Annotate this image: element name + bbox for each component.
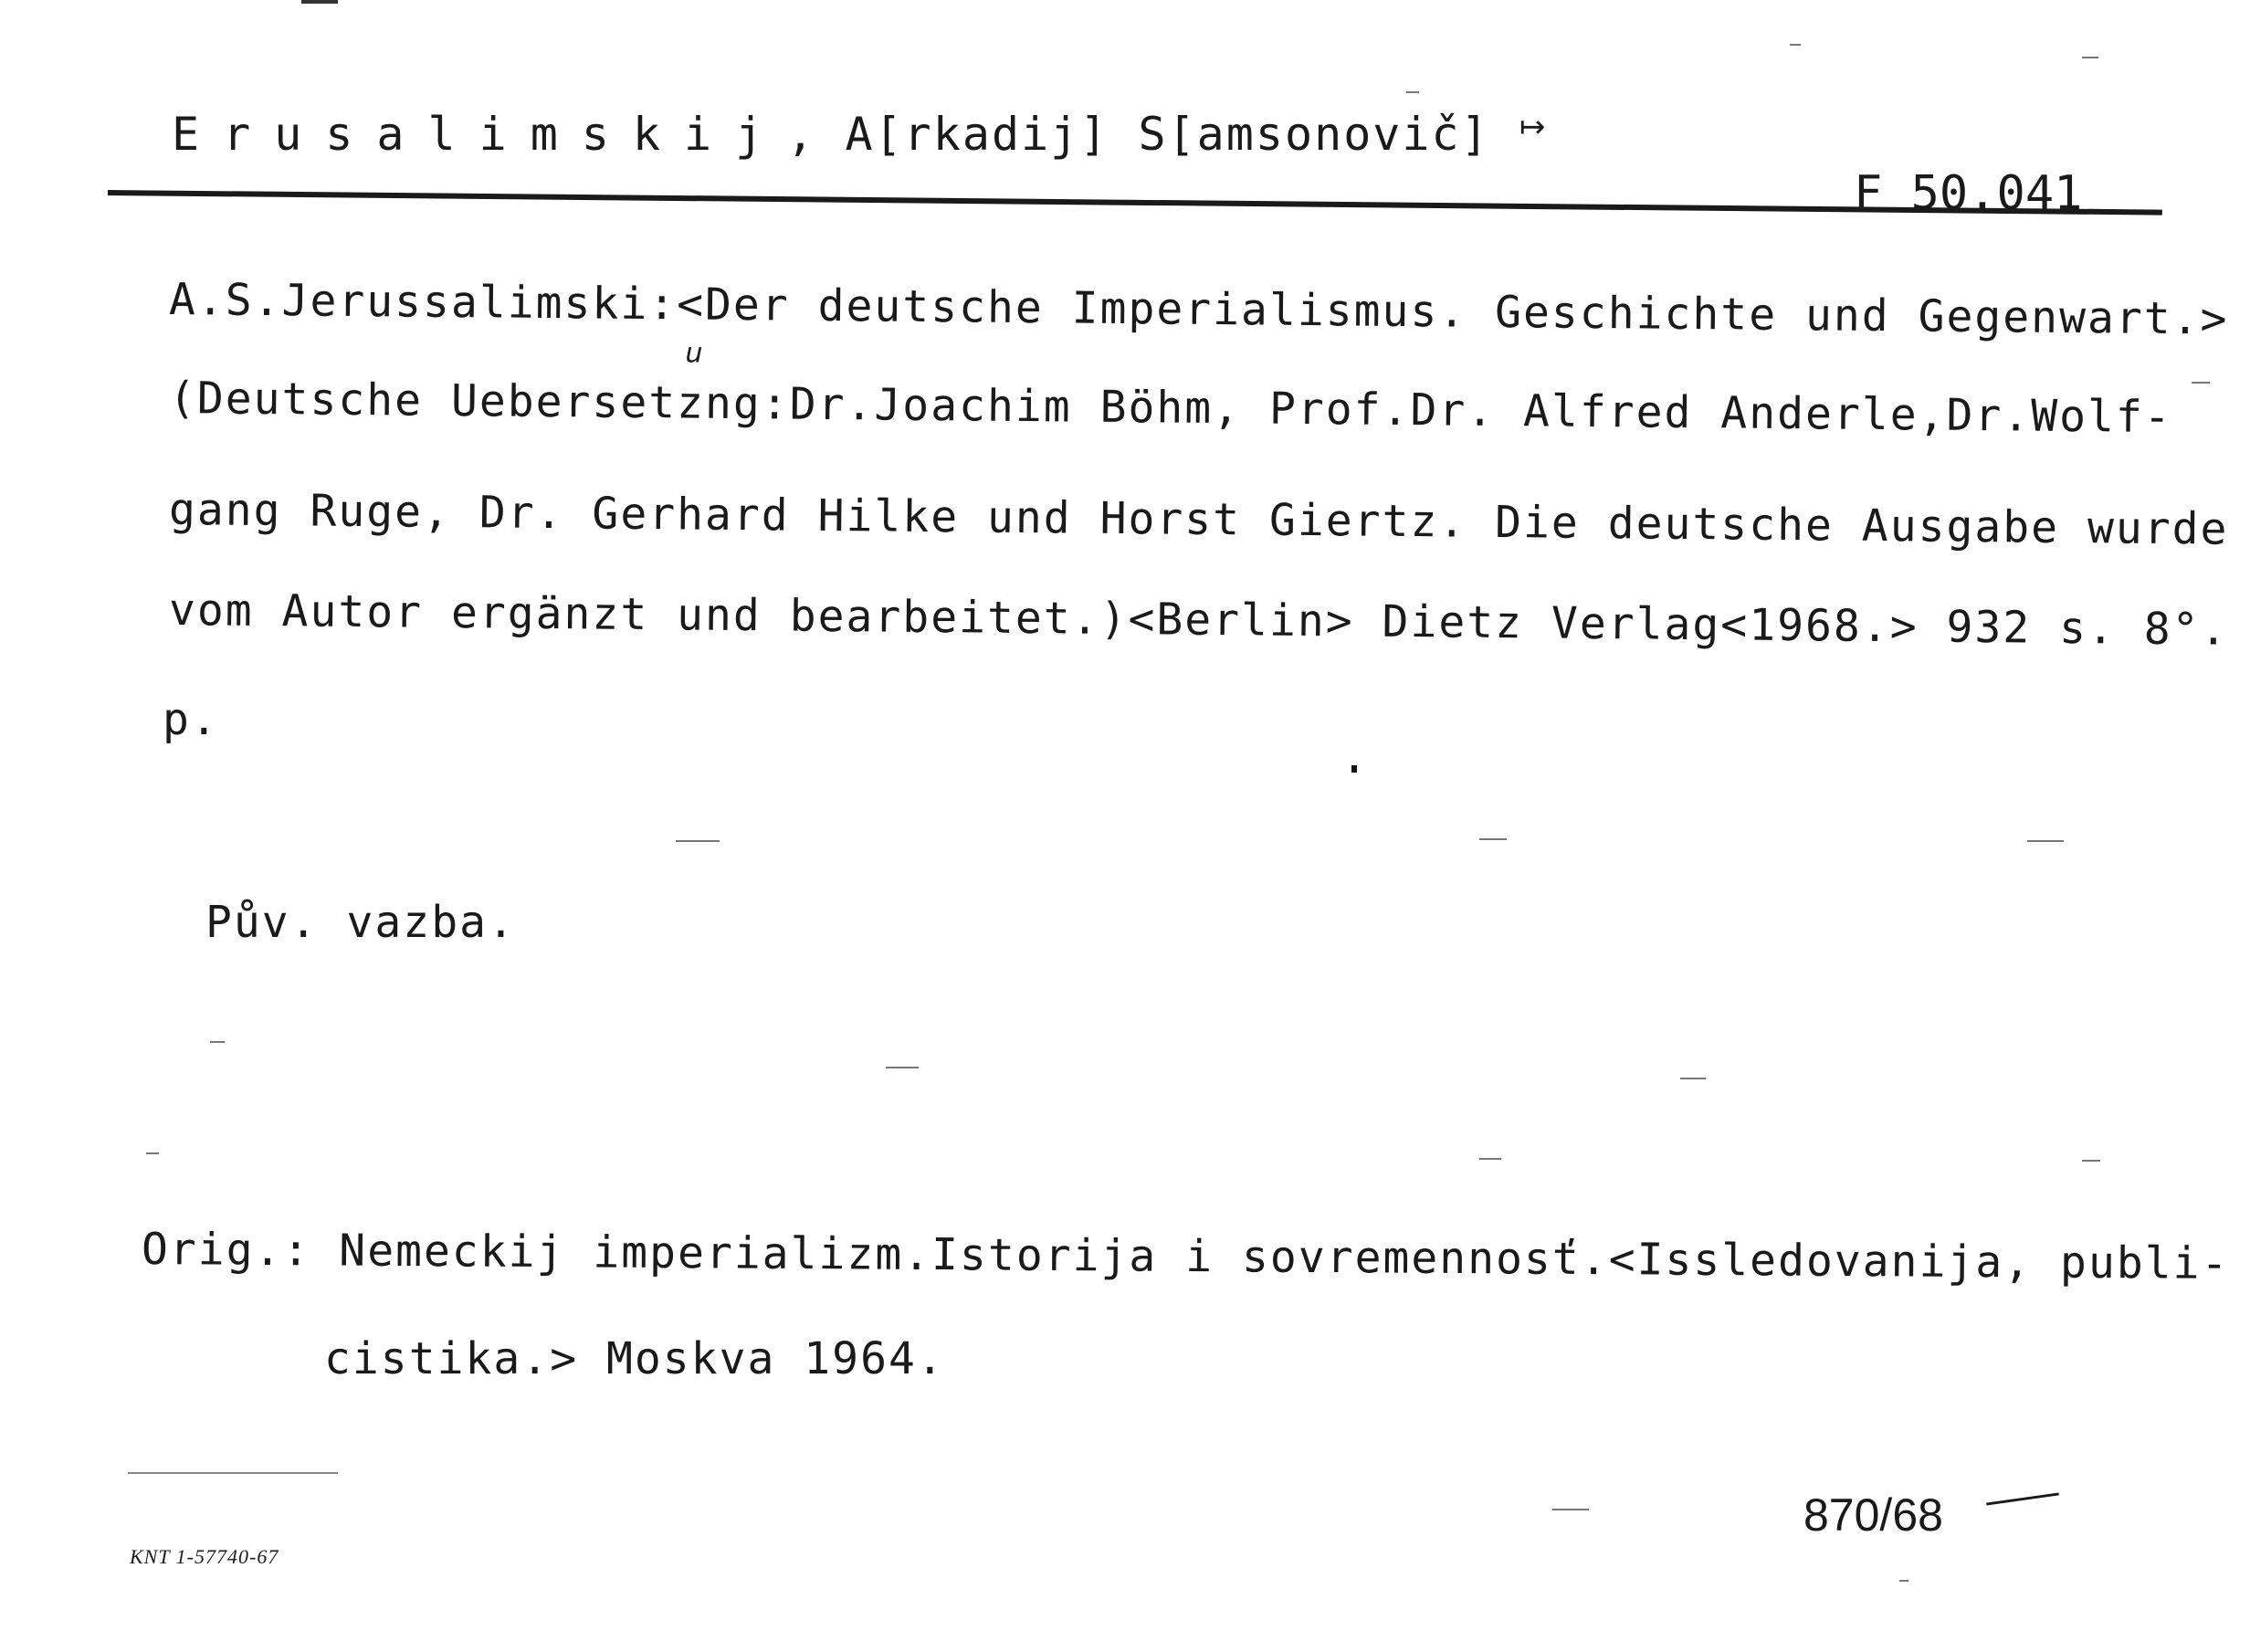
scan-speck (886, 1067, 919, 1068)
scan-speck (2192, 382, 2210, 384)
citation-line-3: gang Ruge, Dr. Gerhard Hilke und Horst Giertz. Die deutsche Ausgabe wurde (168, 484, 2229, 555)
scan-speck (1479, 1158, 1501, 1160)
scan-speck (1351, 765, 1357, 773)
citation-line-4: vom Autor ergänzt und bearbeitet.)<Berlin> Dietz Verlag<1968.> 932 s. 8°. (168, 584, 2229, 656)
citation-line-1: A.S.Jerussalimski:<Der deutsche Imperialismus. Geschichte und Gegenwart.> (168, 274, 2229, 345)
scan-speck (301, 0, 338, 4)
scan-speck (146, 1152, 159, 1154)
accession-number: 870/68 (1803, 1489, 1943, 1541)
heading-handwritten-marker: ↦ (1519, 109, 1548, 145)
binding-note: Pův. vazba. (205, 897, 516, 948)
scan-speck (2082, 57, 2098, 58)
scan-speck (2082, 1160, 2100, 1162)
scan-speck (1552, 1509, 1589, 1510)
original-title-line-1: Orig.: Nemeckij imperializm.Istorija i sovremennosť.<Issledovanija, publi- (141, 1224, 2230, 1289)
scan-speck (1680, 1078, 1706, 1079)
scan-speck (210, 1041, 225, 1043)
original-title-line-2: cistika.> Moskva 1964. (324, 1333, 945, 1384)
scan-speck (2027, 840, 2064, 842)
printer-imprint: KNT 1-57740-67 (130, 1545, 279, 1568)
scan-speck (1406, 91, 1419, 93)
call-number: F 50.041 (1854, 166, 2083, 221)
citation-line-5: p. (163, 694, 219, 745)
author-surname: Erusalimskij (172, 108, 787, 161)
citation-line-2 (168, 337, 2172, 444)
author-heading: Erusalimskij, A[rkadij] S[amsonovič] ↦ (172, 108, 1548, 161)
handwritten-correction: u (685, 337, 705, 370)
scan-speck (1790, 44, 1801, 46)
accession-pen-stroke (1986, 1492, 2059, 1505)
scan-speck (1899, 1580, 1908, 1582)
author-given-names: A[rkadij] S[amsonovič] (845, 108, 1490, 161)
citation-line-2-text: (Deutsche Uebersetzng:Dr.Joachim Böhm, Prof.Dr. Alfred Anderle,Dr.Wolf- (168, 373, 2172, 444)
scan-speck (128, 1472, 338, 1474)
scan-speck (1479, 838, 1507, 840)
scan-speck (676, 840, 720, 842)
